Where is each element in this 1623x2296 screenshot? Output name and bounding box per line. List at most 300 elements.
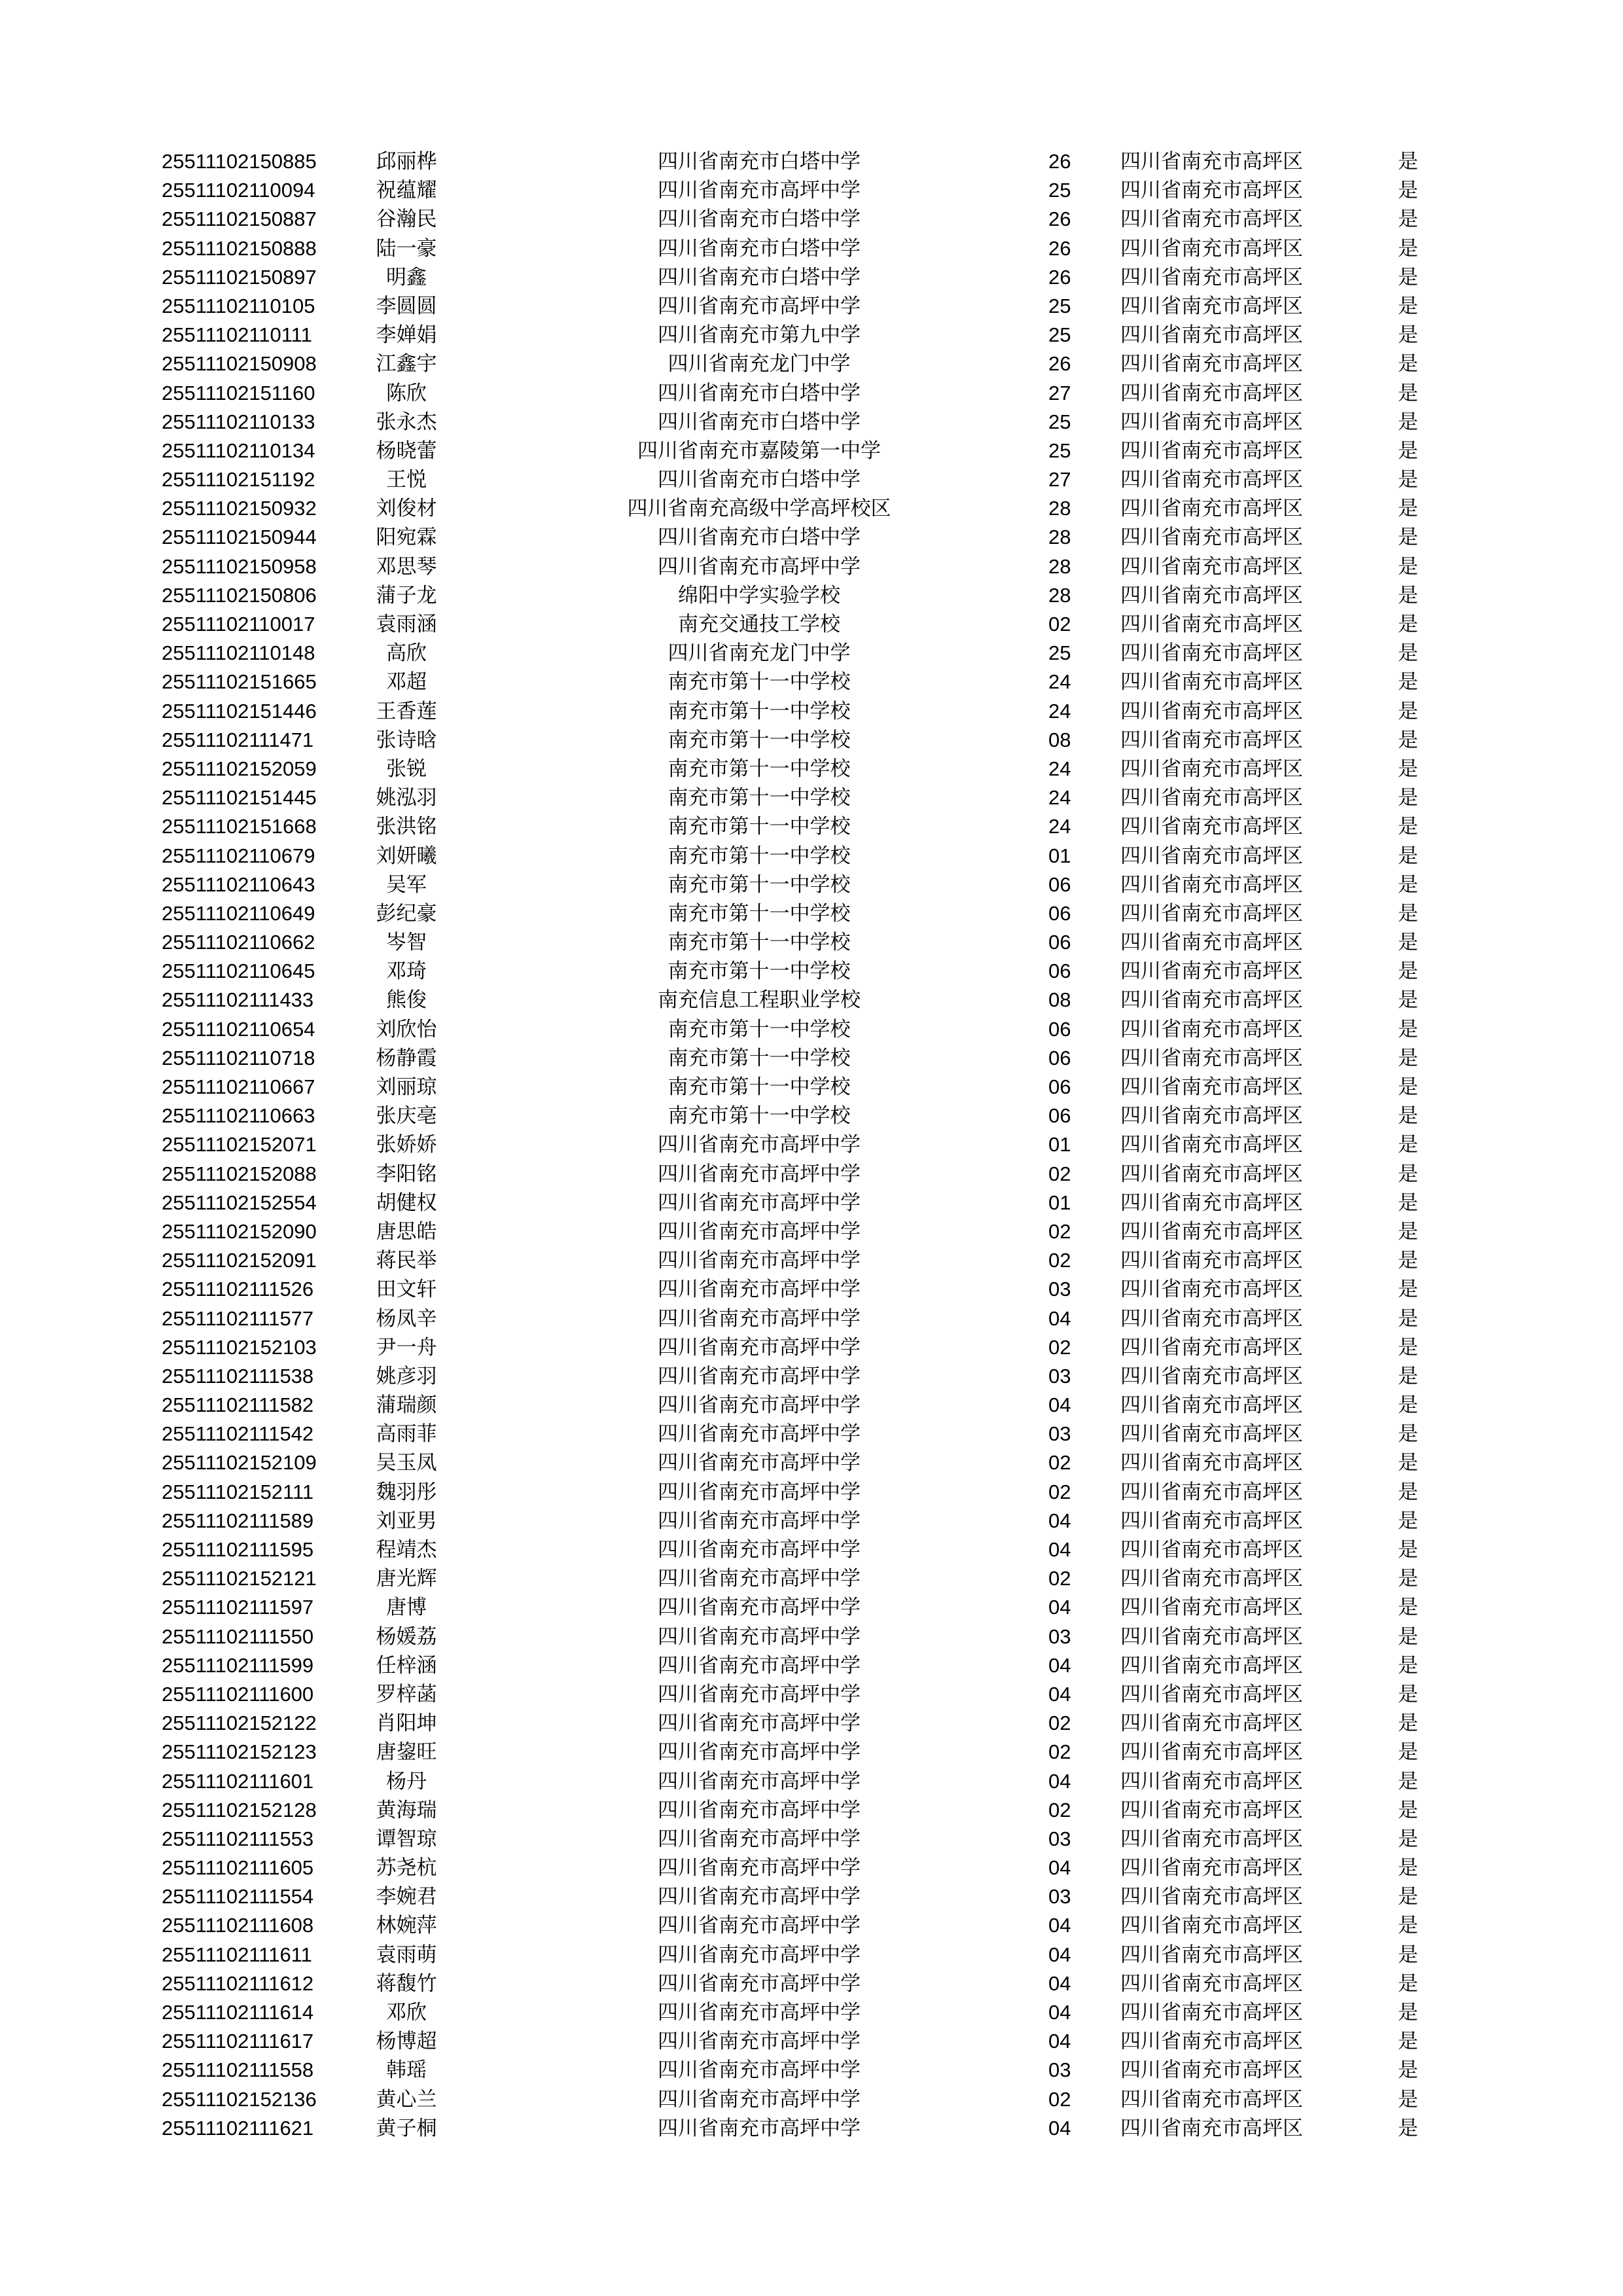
candidate-id: 25511102110105 xyxy=(162,294,315,317)
student-name: 江鑫宇 xyxy=(376,352,437,376)
school-name: 四川省南充市高坪中学 xyxy=(658,2087,861,2111)
status-flag: 是 xyxy=(1398,1885,1418,1909)
list-item xyxy=(0,379,1623,408)
district: 四川省南充市高坪区 xyxy=(1120,1191,1303,1215)
status-flag: 是 xyxy=(1398,1017,1418,1041)
class-number: 02 xyxy=(1048,1249,1071,1272)
district: 四川省南充市高坪区 xyxy=(1120,1017,1303,1041)
school-name: 四川省南充市高坪中学 xyxy=(658,554,861,579)
class-number: 25 xyxy=(1048,294,1071,317)
class-number: 03 xyxy=(1048,2058,1071,2082)
district: 四川省南充市高坪区 xyxy=(1120,1364,1303,1388)
status-flag: 是 xyxy=(1398,872,1418,897)
list-item xyxy=(0,1015,1623,1044)
school-name: 四川省南充市高坪中学 xyxy=(658,1191,861,1215)
class-number: 04 xyxy=(1048,1596,1071,1619)
school-name: 四川省南充市高坪中学 xyxy=(658,1914,861,1938)
district: 四川省南充市高坪区 xyxy=(1120,1914,1303,1938)
student-name: 唐鋆旺 xyxy=(376,1740,437,1765)
candidate-id: 25511102111608 xyxy=(162,1914,314,1937)
list-item xyxy=(0,408,1623,437)
status-flag: 是 xyxy=(1398,844,1418,868)
class-number: 28 xyxy=(1048,497,1071,520)
class-number: 03 xyxy=(1048,1278,1071,1301)
school-name: 四川省南充市高坪中学 xyxy=(658,1306,861,1331)
status-flag: 是 xyxy=(1398,1827,1418,1851)
district: 四川省南充市高坪区 xyxy=(1120,352,1303,376)
candidate-id: 25511102152111 xyxy=(162,1480,314,1503)
student-name: 邓思琴 xyxy=(376,554,437,579)
class-number: 06 xyxy=(1048,1046,1071,1069)
status-flag: 是 xyxy=(1398,1769,1418,1793)
student-name: 黄子桐 xyxy=(376,2116,437,2140)
district: 四川省南充市高坪区 xyxy=(1120,786,1303,810)
class-number: 26 xyxy=(1048,265,1071,289)
class-number: 02 xyxy=(1048,1798,1071,1821)
list-item xyxy=(0,1448,1623,1477)
district: 四川省南充市高坪区 xyxy=(1120,1567,1303,1591)
school-name: 四川省南充市高坪中学 xyxy=(658,1422,861,1446)
candidate-id: 25511102111550 xyxy=(162,1624,314,1648)
class-number: 04 xyxy=(1048,1943,1071,1966)
district: 四川省南充市高坪区 xyxy=(1120,410,1303,434)
status-flag: 是 xyxy=(1398,2001,1418,2024)
school-name: 四川省南充市高坪中学 xyxy=(658,1740,861,1765)
school-name: 四川省南充市白塔中学 xyxy=(658,265,861,289)
list-item xyxy=(0,1391,1623,1420)
class-number: 28 xyxy=(1048,583,1071,607)
district: 四川省南充市高坪区 xyxy=(1120,1971,1303,1996)
status-flag: 是 xyxy=(1398,1249,1418,1273)
district: 四川省南充市高坪区 xyxy=(1120,1133,1303,1157)
candidate-id: 25511102110667 xyxy=(162,1075,315,1098)
class-number: 24 xyxy=(1048,786,1071,810)
district: 四川省南充市高坪区 xyxy=(1120,1162,1303,1186)
status-flag: 是 xyxy=(1398,1075,1418,1099)
status-flag: 是 xyxy=(1398,728,1418,752)
list-item xyxy=(0,437,1623,465)
class-number: 04 xyxy=(1048,1856,1071,1880)
school-name: 南充市第十一中学校 xyxy=(668,1075,851,1099)
list-item xyxy=(0,1189,1623,1217)
school-name: 四川省南充市高坪中学 xyxy=(658,1653,861,1677)
school-name: 四川省南充市高坪中学 xyxy=(658,2030,861,2054)
list-item xyxy=(0,1882,1623,1911)
district: 四川省南充市高坪区 xyxy=(1120,1624,1303,1649)
school-name: 四川省南充市高坪中学 xyxy=(658,2058,861,2083)
school-name: 四川省南充市第九中学 xyxy=(658,323,861,348)
school-name: 南充市第十一中学校 xyxy=(668,786,851,810)
student-name: 林婉萍 xyxy=(376,1914,437,1938)
candidate-id: 25511102110718 xyxy=(162,1046,315,1069)
student-name: 杨静霞 xyxy=(376,1046,437,1070)
candidate-id: 25511102150958 xyxy=(162,554,317,578)
list-item xyxy=(0,1911,1623,1940)
list-item xyxy=(0,1362,1623,1391)
student-name: 高欣 xyxy=(386,641,427,666)
class-number: 04 xyxy=(1048,1971,1071,1995)
list-item xyxy=(0,1102,1623,1130)
list-item xyxy=(0,1738,1623,1767)
school-name: 四川省南充市高坪中学 xyxy=(658,2001,861,2024)
candidate-id: 25511102110679 xyxy=(162,844,315,867)
school-name: 南充市第十一中学校 xyxy=(668,844,851,868)
status-flag: 是 xyxy=(1398,1538,1418,1562)
student-name: 吴军 xyxy=(386,872,427,897)
school-name: 四川省南充市高坪中学 xyxy=(658,1682,861,1706)
class-number: 03 xyxy=(1048,1885,1071,1909)
status-flag: 是 xyxy=(1398,1393,1418,1418)
school-name: 南充市第十一中学校 xyxy=(668,872,851,897)
school-name: 南充市第十一中学校 xyxy=(668,699,851,723)
list-item xyxy=(0,1478,1623,1507)
student-name: 姚彦羽 xyxy=(376,1364,437,1388)
class-number: 02 xyxy=(1048,1567,1071,1590)
school-name: 四川省南充市高坪中学 xyxy=(658,1278,861,1302)
student-name: 胡健权 xyxy=(376,1191,437,1215)
class-number: 28 xyxy=(1048,526,1071,549)
student-name: 王悦 xyxy=(386,468,427,492)
status-flag: 是 xyxy=(1398,1624,1418,1649)
status-flag: 是 xyxy=(1398,988,1418,1013)
school-name: 南充市第十一中学校 xyxy=(668,931,851,955)
class-number: 25 xyxy=(1048,410,1071,433)
school-name: 四川省南充市高坪中学 xyxy=(658,1885,861,1909)
status-flag: 是 xyxy=(1398,901,1418,925)
school-name: 四川省南充市高坪中学 xyxy=(658,1451,861,1475)
candidate-id: 25511102150944 xyxy=(162,526,317,549)
district: 四川省南充市高坪区 xyxy=(1120,150,1303,173)
student-name: 李婵娟 xyxy=(376,323,437,348)
list-item xyxy=(0,1623,1623,1651)
status-flag: 是 xyxy=(1398,1971,1418,1996)
status-flag: 是 xyxy=(1398,960,1418,984)
roster-list xyxy=(0,147,1623,2143)
district: 四川省南充市高坪区 xyxy=(1120,1480,1303,1504)
class-number: 06 xyxy=(1048,872,1071,896)
class-number: 26 xyxy=(1048,236,1071,260)
list-item xyxy=(0,2027,1623,2056)
district: 四川省南充市高坪区 xyxy=(1120,844,1303,868)
student-name: 彭纪豪 xyxy=(376,901,437,925)
class-number: 08 xyxy=(1048,988,1071,1012)
school-name: 四川省南充市高坪中学 xyxy=(658,1624,861,1649)
district: 四川省南充市高坪区 xyxy=(1120,294,1303,318)
class-number: 01 xyxy=(1048,1133,1071,1157)
class-number: 06 xyxy=(1048,1017,1071,1041)
district: 四川省南充市高坪区 xyxy=(1120,699,1303,723)
student-name: 祝蕴耀 xyxy=(376,179,437,203)
student-name: 罗梓菡 xyxy=(376,1682,437,1706)
status-flag: 是 xyxy=(1398,1219,1418,1244)
school-name: 南充市第十一中学校 xyxy=(668,757,851,781)
candidate-id: 25511102111595 xyxy=(162,1538,314,1561)
student-name: 蒲瑞颜 xyxy=(376,1393,437,1418)
class-number: 01 xyxy=(1048,1191,1071,1214)
list-item xyxy=(0,465,1623,494)
candidate-id: 25511102152554 xyxy=(162,1191,317,1214)
status-flag: 是 xyxy=(1398,1798,1418,1822)
status-flag: 是 xyxy=(1398,468,1418,492)
list-item xyxy=(0,176,1623,205)
district: 四川省南充市高坪区 xyxy=(1120,2058,1303,2083)
list-item xyxy=(0,581,1623,610)
list-item xyxy=(0,668,1623,696)
student-name: 李圆圆 xyxy=(376,294,437,318)
status-flag: 是 xyxy=(1398,1364,1418,1388)
school-name: 南充市第十一中学校 xyxy=(668,728,851,752)
school-name: 四川省南充市高坪中学 xyxy=(658,1480,861,1504)
candidate-id: 25511102110649 xyxy=(162,901,315,925)
candidate-id: 25511102111558 xyxy=(162,2058,314,2082)
list-item xyxy=(0,1130,1623,1159)
candidate-id: 25511102110643 xyxy=(162,872,315,896)
class-number: 25 xyxy=(1048,179,1071,202)
list-item xyxy=(0,812,1623,841)
district: 四川省南充市高坪区 xyxy=(1120,2116,1303,2140)
class-number: 25 xyxy=(1048,641,1071,665)
student-name: 袁雨涵 xyxy=(376,613,437,636)
student-name: 程靖杰 xyxy=(376,1538,437,1562)
candidate-id: 25511102111612 xyxy=(162,1971,314,1995)
class-number: 26 xyxy=(1048,207,1071,231)
class-number: 03 xyxy=(1048,1624,1071,1648)
list-item xyxy=(0,1217,1623,1246)
student-name: 肖阳坤 xyxy=(376,1712,437,1736)
student-name: 刘丽琼 xyxy=(376,1075,437,1099)
district: 四川省南充市高坪区 xyxy=(1120,641,1303,666)
district: 四川省南充市高坪区 xyxy=(1120,1075,1303,1099)
candidate-id: 25511102110133 xyxy=(162,410,315,433)
class-number: 26 xyxy=(1048,352,1071,376)
school-name: 四川省南充龙门中学 xyxy=(668,352,851,376)
list-item xyxy=(0,1535,1623,1564)
status-flag: 是 xyxy=(1398,2087,1418,2111)
list-item xyxy=(0,1825,1623,1854)
candidate-id: 25511102111611 xyxy=(162,1943,312,1966)
status-flag: 是 xyxy=(1398,410,1418,434)
list-item xyxy=(0,234,1623,263)
list-item xyxy=(0,755,1623,783)
status-flag: 是 xyxy=(1398,1335,1418,1359)
district: 四川省南充市高坪区 xyxy=(1120,1856,1303,1880)
district: 四川省南充市高坪区 xyxy=(1120,1885,1303,1909)
class-number: 24 xyxy=(1048,699,1071,723)
school-name: 四川省南充市高坪中学 xyxy=(658,1538,861,1562)
student-name: 袁雨萌 xyxy=(376,1943,437,1967)
list-item xyxy=(0,870,1623,899)
district: 四川省南充市高坪区 xyxy=(1120,1653,1303,1677)
student-name: 刘欣怡 xyxy=(376,1017,437,1041)
student-name: 邓欣 xyxy=(386,2001,427,2024)
status-flag: 是 xyxy=(1398,699,1418,723)
status-flag: 是 xyxy=(1398,265,1418,289)
school-name: 四川省南充市白塔中学 xyxy=(658,526,861,550)
school-name: 四川省南充市高坪中学 xyxy=(658,1971,861,1996)
status-flag: 是 xyxy=(1398,1422,1418,1446)
school-name: 四川省南充市高坪中学 xyxy=(658,1943,861,1967)
district: 四川省南充市高坪区 xyxy=(1120,2030,1303,2054)
status-flag: 是 xyxy=(1398,1480,1418,1504)
candidate-id: 25511102151446 xyxy=(162,699,317,723)
status-flag: 是 xyxy=(1398,207,1418,232)
student-name: 邓超 xyxy=(386,670,427,694)
school-name: 四川省南充市高坪中学 xyxy=(658,1335,861,1359)
list-item xyxy=(0,957,1623,986)
student-name: 陈欣 xyxy=(386,381,427,405)
status-flag: 是 xyxy=(1398,1914,1418,1938)
class-number: 25 xyxy=(1048,439,1071,462)
district: 四川省南充市高坪区 xyxy=(1120,1306,1303,1331)
class-number: 03 xyxy=(1048,1827,1071,1850)
class-number: 04 xyxy=(1048,1682,1071,1706)
class-number: 24 xyxy=(1048,670,1071,694)
district: 四川省南充市高坪区 xyxy=(1120,872,1303,897)
district: 四川省南充市高坪区 xyxy=(1120,1249,1303,1273)
student-name: 姚泓羽 xyxy=(376,786,437,810)
class-number: 06 xyxy=(1048,960,1071,983)
school-name: 四川省南充高级中学高坪校区 xyxy=(627,497,891,521)
class-number: 04 xyxy=(1048,2001,1071,2024)
school-name: 南充市第十一中学校 xyxy=(668,1017,851,1041)
class-number: 04 xyxy=(1048,2030,1071,2053)
school-name: 四川省南充市高坪中学 xyxy=(658,1798,861,1822)
school-name: 南充市第十一中学校 xyxy=(668,815,851,839)
candidate-id: 25511102152103 xyxy=(162,1335,317,1359)
class-number: 06 xyxy=(1048,901,1071,925)
status-flag: 是 xyxy=(1398,236,1418,260)
candidate-id: 25511102152109 xyxy=(162,1451,317,1475)
student-name: 阳宛霖 xyxy=(376,526,437,550)
candidate-id: 25511102110134 xyxy=(162,439,315,462)
student-name: 刘亚男 xyxy=(376,1509,437,1533)
district: 四川省南充市高坪区 xyxy=(1120,207,1303,232)
candidate-id: 25511102111614 xyxy=(162,2001,314,2024)
school-name: 四川省南充市嘉陵第一中学 xyxy=(637,439,881,463)
list-item xyxy=(0,1796,1623,1825)
student-name: 张永杰 xyxy=(376,410,437,434)
list-item xyxy=(0,1651,1623,1680)
status-flag: 是 xyxy=(1398,1306,1418,1331)
class-number: 04 xyxy=(1048,1306,1071,1330)
candidate-id: 25511102150888 xyxy=(162,236,317,260)
list-item xyxy=(0,1420,1623,1448)
status-flag: 是 xyxy=(1398,179,1418,203)
school-name: 四川省南充市高坪中学 xyxy=(658,2116,861,2140)
candidate-id: 25511102152122 xyxy=(162,1712,317,1735)
district: 四川省南充市高坪区 xyxy=(1120,179,1303,203)
student-name: 邓琦 xyxy=(386,960,427,984)
class-number: 04 xyxy=(1048,1653,1071,1677)
class-number: 04 xyxy=(1048,1509,1071,1532)
list-item xyxy=(0,1275,1623,1304)
district: 四川省南充市高坪区 xyxy=(1120,526,1303,550)
candidate-id: 25511102110662 xyxy=(162,931,315,954)
school-name: 四川省南充市高坪中学 xyxy=(658,1856,861,1880)
status-flag: 是 xyxy=(1398,1046,1418,1070)
candidate-id: 25511102110654 xyxy=(162,1017,315,1041)
status-flag: 是 xyxy=(1398,1509,1418,1533)
status-flag: 是 xyxy=(1398,1567,1418,1591)
student-name: 刘妍曦 xyxy=(376,844,437,868)
district: 四川省南充市高坪区 xyxy=(1120,988,1303,1013)
student-name: 熊俊 xyxy=(386,988,427,1013)
list-item xyxy=(0,2085,1623,2114)
candidate-id: 25511102111617 xyxy=(162,2030,314,2053)
district: 四川省南充市高坪区 xyxy=(1120,1943,1303,1967)
list-item xyxy=(0,783,1623,812)
school-name: 四川省南充市白塔中学 xyxy=(658,236,861,260)
school-name: 四川省南充市高坪中学 xyxy=(658,1364,861,1388)
candidate-id: 25511102152090 xyxy=(162,1219,317,1243)
district: 四川省南充市高坪区 xyxy=(1120,728,1303,752)
candidate-id: 25511102111600 xyxy=(162,1682,314,1706)
district: 四川省南充市高坪区 xyxy=(1120,1798,1303,1822)
list-item xyxy=(0,1593,1623,1622)
student-name: 杨媛荔 xyxy=(376,1624,437,1649)
class-number: 28 xyxy=(1048,554,1071,578)
student-name: 吴玉凤 xyxy=(376,1451,437,1475)
student-name: 黄海瑞 xyxy=(376,1798,437,1822)
candidate-id: 25511102151160 xyxy=(162,381,315,404)
list-item xyxy=(0,494,1623,523)
student-name: 蒲子龙 xyxy=(376,583,437,607)
candidate-id: 25511102111433 xyxy=(162,988,314,1012)
status-flag: 是 xyxy=(1398,1451,1418,1475)
status-flag: 是 xyxy=(1398,1740,1418,1765)
student-name: 尹一舟 xyxy=(376,1335,437,1359)
list-item xyxy=(0,205,1623,234)
candidate-id: 25511102151665 xyxy=(162,670,317,694)
district: 四川省南充市高坪区 xyxy=(1120,901,1303,925)
district: 四川省南充市高坪区 xyxy=(1120,236,1303,260)
district: 四川省南充市高坪区 xyxy=(1120,1104,1303,1128)
status-flag: 是 xyxy=(1398,2030,1418,2054)
list-item xyxy=(0,928,1623,957)
school-name: 南充市第十一中学校 xyxy=(668,1104,851,1128)
district: 四川省南充市高坪区 xyxy=(1120,265,1303,289)
status-flag: 是 xyxy=(1398,1682,1418,1706)
class-number: 02 xyxy=(1048,1740,1071,1764)
candidate-id: 25511102111577 xyxy=(162,1306,314,1330)
class-number: 08 xyxy=(1048,728,1071,751)
list-item xyxy=(0,1304,1623,1333)
district: 四川省南充市高坪区 xyxy=(1120,554,1303,579)
class-number: 06 xyxy=(1048,931,1071,954)
school-name: 四川省南充市白塔中学 xyxy=(658,410,861,434)
district: 四川省南充市高坪区 xyxy=(1120,2001,1303,2024)
student-name: 邱丽桦 xyxy=(376,150,437,173)
student-name: 张庆亳 xyxy=(376,1104,437,1128)
school-name: 南充交通技工学校 xyxy=(678,613,840,636)
district: 四川省南充市高坪区 xyxy=(1120,670,1303,694)
class-number: 26 xyxy=(1048,150,1071,173)
list-item xyxy=(0,2114,1623,2143)
school-name: 四川省南充市高坪中学 xyxy=(658,179,861,203)
school-name: 四川省南充市高坪中学 xyxy=(658,1162,861,1186)
list-item xyxy=(0,1709,1623,1738)
student-name: 唐光辉 xyxy=(376,1567,437,1591)
class-number: 27 xyxy=(1048,468,1071,492)
class-number: 24 xyxy=(1048,757,1071,780)
candidate-id: 25511102111538 xyxy=(162,1364,314,1388)
district: 四川省南充市高坪区 xyxy=(1120,931,1303,955)
candidate-id: 25511102150885 xyxy=(162,150,317,173)
class-number: 02 xyxy=(1048,1480,1071,1503)
student-name: 张锐 xyxy=(386,757,427,781)
class-number: 04 xyxy=(1048,2116,1071,2140)
status-flag: 是 xyxy=(1398,1162,1418,1186)
